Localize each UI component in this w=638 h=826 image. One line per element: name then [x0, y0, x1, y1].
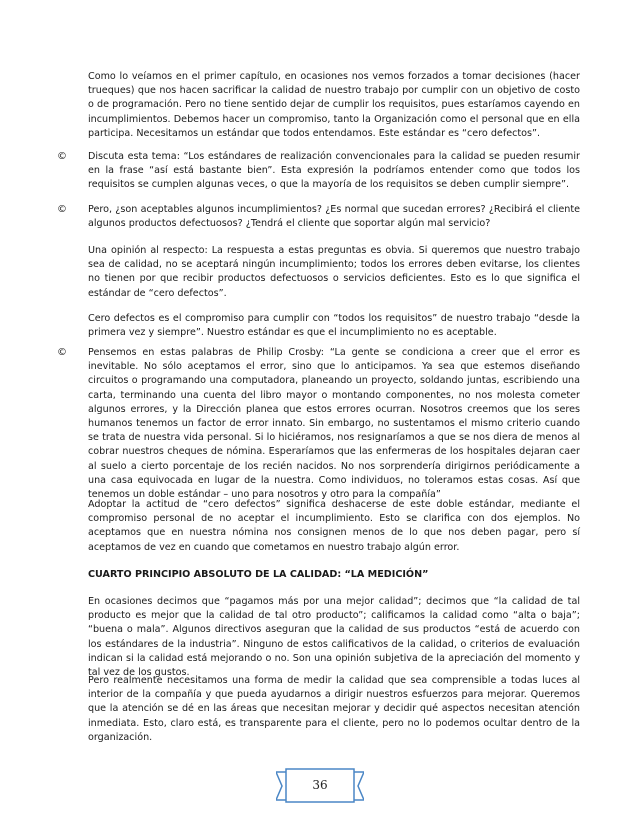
paragraph-double-standard: Adoptar la actitud de “cero defectos” significa deshacerse de este doble estándar, mediante el compromiso personal de no aceptar el incumplimiento. Esto se clarifica con dos ejemplos. No aceptamos que en nuestra nómina nos consignen menos de lo que nos deben pagar, pero sí aceptamos de vez en cuando que cometamos en nuestro trabajo algún error.: [88, 499, 580, 553]
paragraph-discussion: Discuta esta tema: “Los estándares de realización convencionales para la calidad se pueden resumir en la frase “así está bastante bien”. Esta expresión la podríamos entender como que todos los requisitos se cumplen algunas veces, o que la mayoría de los requisitos se deben cumplir siempre”.: [88, 151, 580, 191]
bullet-symbol: ©: [57, 204, 67, 215]
paragraph-zero-defects: Cero defectos es el compromiso para cumplir con “todos los requisitos” de nuestro trabajo “desde la primera vez y siempre”. Nuestro estándar es que el incumplimiento no es aceptable.: [88, 313, 580, 339]
bullet-symbol: ©: [57, 151, 67, 162]
paragraph-opinion: Una opinión al respecto: La respuesta a estas preguntas es obvia. Si queremos que nuestro trabajo sea de calidad, no se aceptará ningún incumplimiento; todos los errores deben evitarse, los clientes no tienen por que recibir productos defectuosos o servicios deficientes. Esto es lo que significa el estándar de “cero defectos”.: [88, 245, 580, 299]
paragraph-questions: Pero, ¿son aceptables algunos incumplimientos? ¿Es normal que sucedan errores? ¿Recibirá el cliente algunos productos defectuosos? ¿Tendrá el cliente que soportar algún mal servicio?: [88, 204, 580, 230]
paragraph-crosby-quote: Pensemos en estas palabras de Philip Crosby: “La gente se condiciona a creer que el error es inevitable. No sólo aceptamos el error, sino que lo anticipamos. Ya sea que estemos diseñando circuitos o programando una computadora, planeando un proyecto, soldando juntas, escribiendo una carta, terminando una cuenta del libro mayor o montando componentes, no nos molesta cometer algunos errores, y la Dirección planea que estos errores ocurran. Nosotros creemos que los seres humanos tenemos un factor de error innato. Sin embargo, no sustentamos el mismo criterio cuando se trata de nuestra vida personal. Si lo hiciéramos, nos resignaríamos a que se nos diera de menos al cobrar nuestros cheques de nómina. Esperaríamos que las enfermeras de los hospitales dejaran caer al suelo a cierto porcentaje de los recién nacidos. No nos sorprendería dirigirnos periódicamente a una casa equivocada en lugar de la nuestra. Como individuos, no toleramos estas cosas. Así que tenemos un doble estándar – uno para nosotros y otro para la compañía”: [88, 347, 580, 501]
page-number-ribbon: [276, 768, 364, 804]
paragraph-quality-opinions: En ocasiones decimos que “pagamos más por una mejor calidad”; decimos que “la calidad de tal producto es mejor que la calidad de tal otro producto”; calificamos la calidad como “alta o baja”; “buena o mala”. Algunos directivos aseguran que la calidad de sus productos “está de acuerdo con los estándares de la industria”. Ninguno de estos calificativos de la calidad, o criterios de evaluación indican si la calidad está mejorando o no. Son una opinión subjetiva de la apreciación del momento y tal vez de los gustos.: [88, 596, 580, 679]
paragraph-intro: Como lo veíamos en el primer capítulo, en ocasiones nos vemos forzados a tomar decisiones (hacer trueques) que nos hacen sacrificar la calidad de nuestro trabajo por cumplir con un objetivo de costo o de programación. Pero no tiene sentido dejar de cumplir los requisitos, pues estaríamos cayendo en incumplimientos. Debemos hacer un compromiso, tanto la Organización como el personal que en ella participa. Necesitamos un estándar que todos entendamos. Este estándar es “cero defectos”.: [88, 71, 580, 139]
paragraph-measurement: Pero realmente necesitamos una forma de medir la calidad que sea comprensible a todas luces al interior de la compañía y que pueda ayudarnos a dirigir nuestros esfuerzos para mejorar. Queremos que la atención se dé en las áreas que necesitan mejorar y decidir qué aspectos necesitan atención inmediata. Esto, claro está, es transparente para el cliente, pero no lo podemos ocultar dentro de la organización.: [88, 675, 580, 743]
section-heading: CUARTO PRINCIPIO ABSOLUTO DE LA CALIDAD: “LA MEDICIÓN”: [88, 569, 429, 580]
bullet-symbol: ©: [57, 347, 67, 358]
page-number: 36: [312, 778, 328, 792]
